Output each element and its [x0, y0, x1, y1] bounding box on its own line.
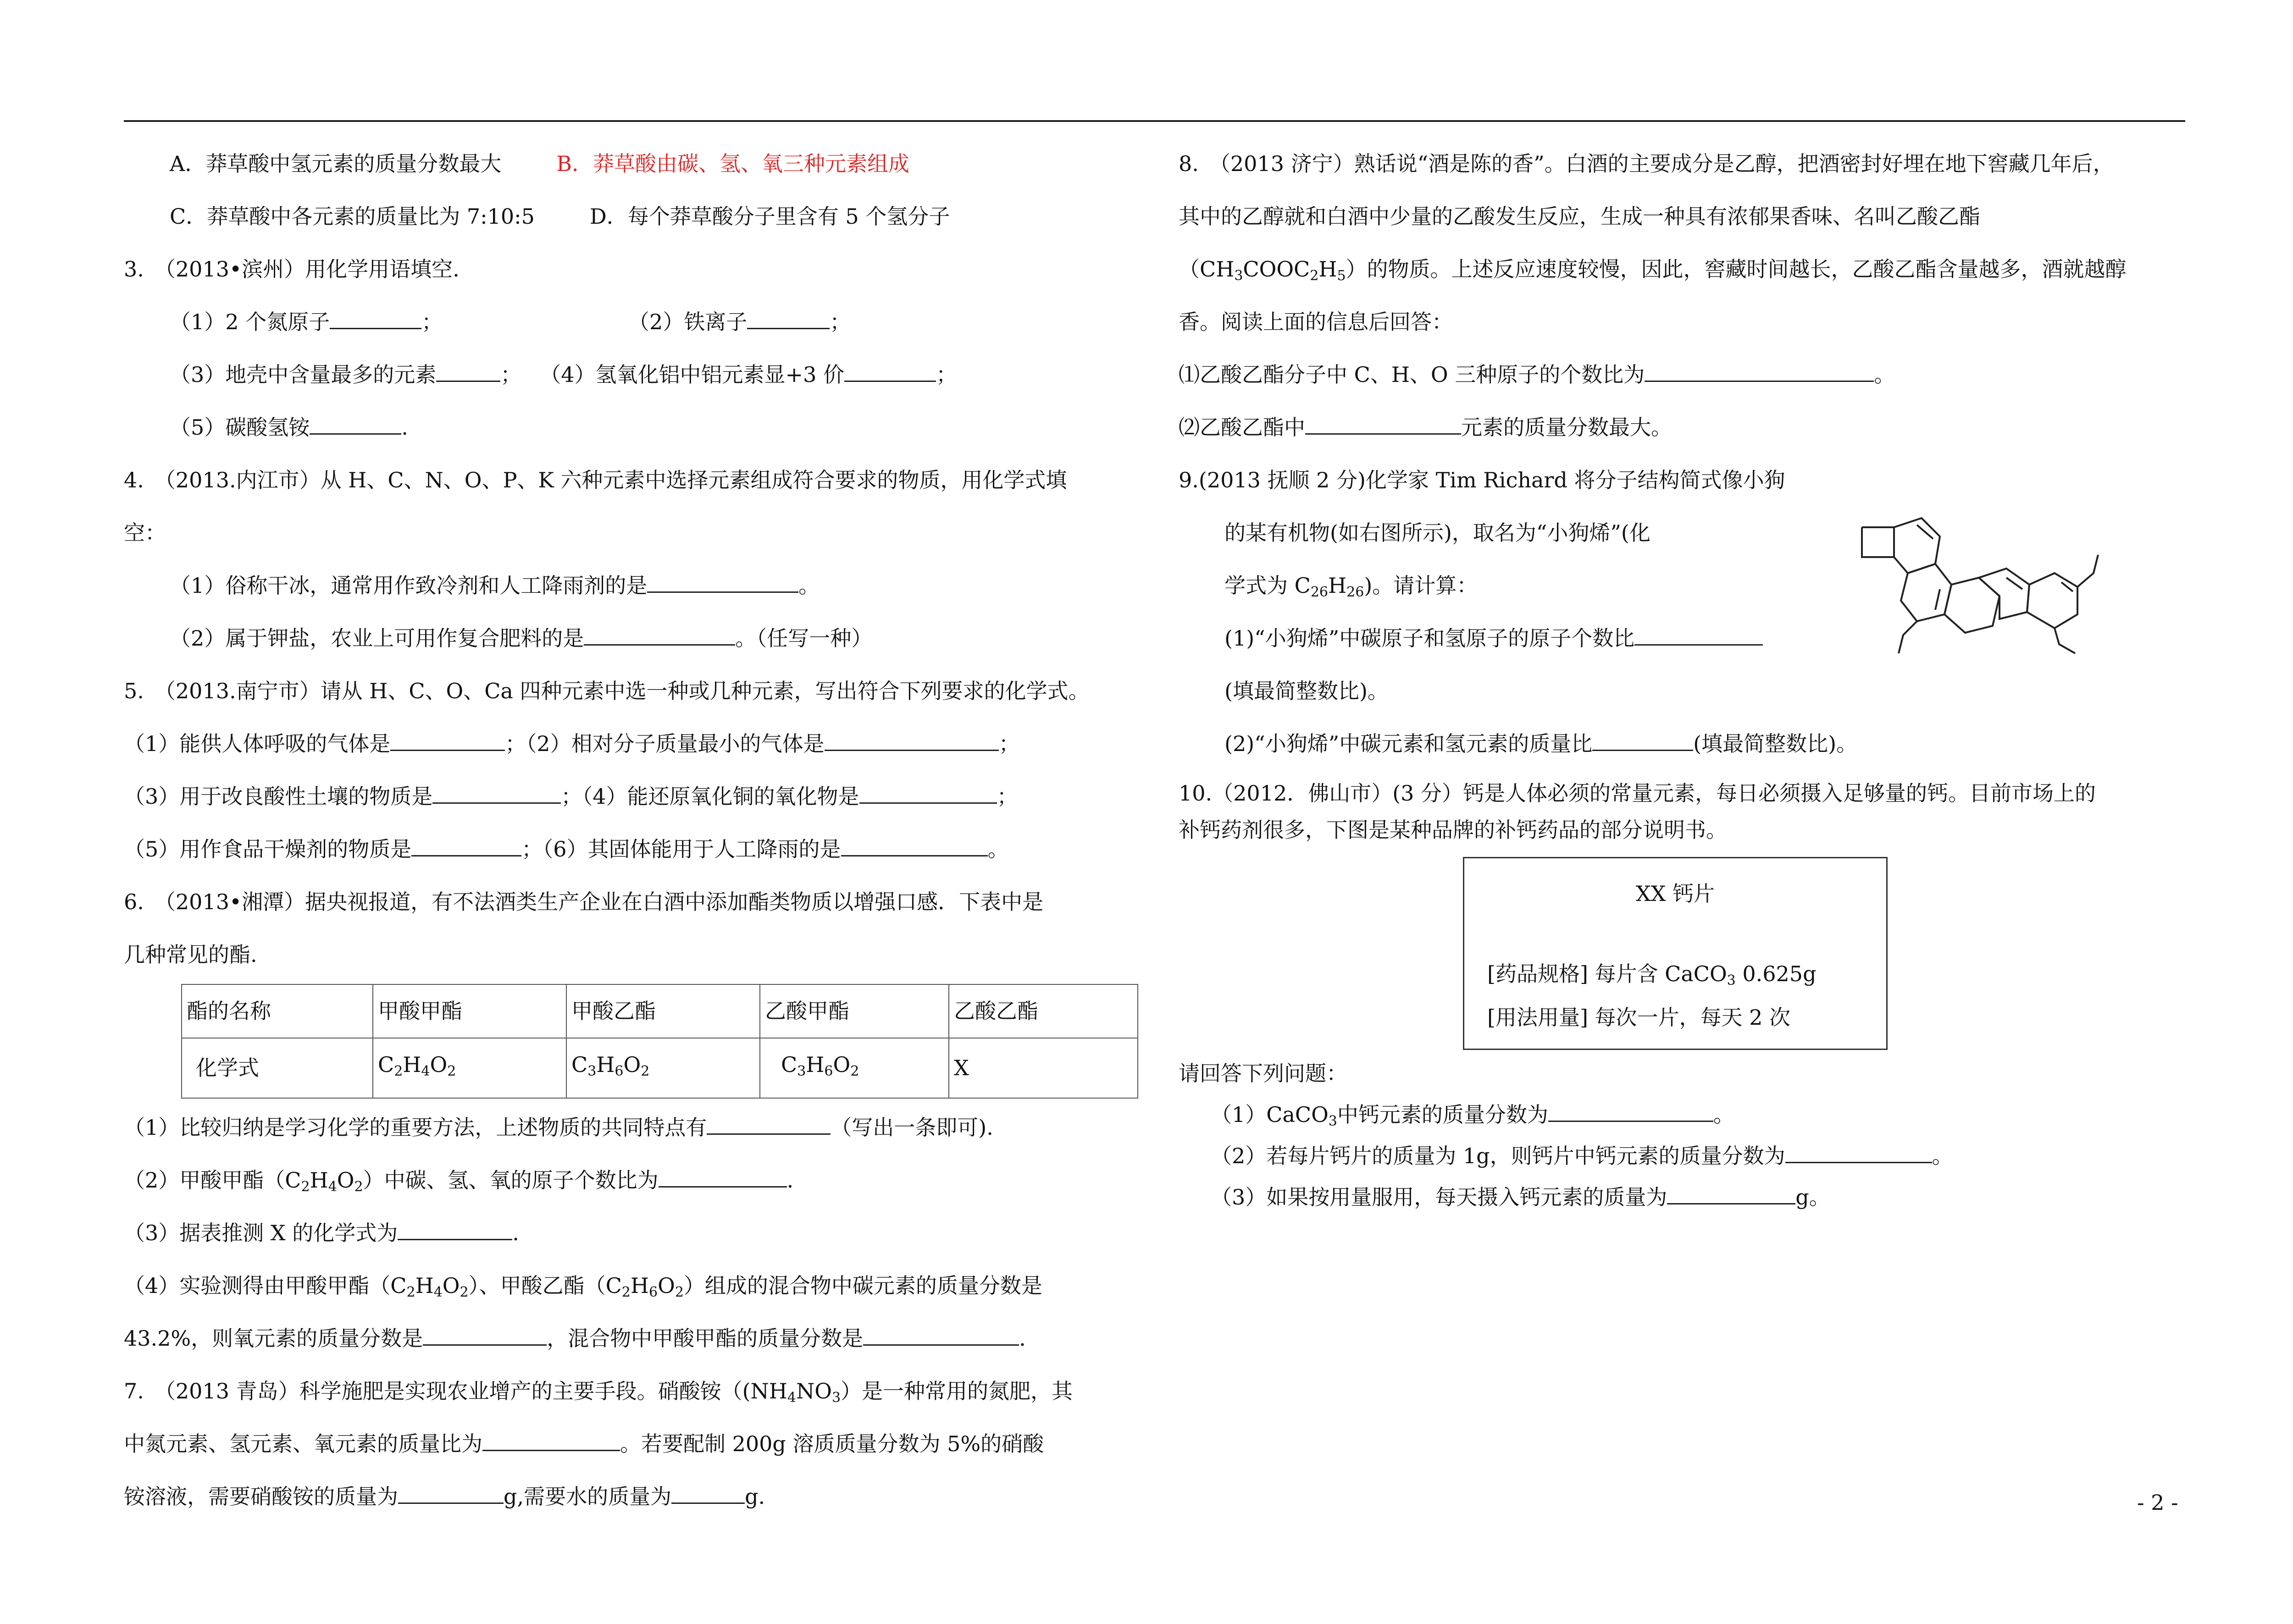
text: g,需要水的质量为	[504, 1484, 672, 1509]
q3-part2: （2）铁离子	[628, 309, 748, 334]
q2-option-c: C．莽草酸中各元素的质量比为 7:10:5	[170, 204, 535, 229]
text: 。若要配制 200g 溶质质量分数为 5%的硝酸	[620, 1431, 1044, 1456]
punct: .	[1019, 1326, 1026, 1351]
text: g.	[745, 1484, 765, 1509]
text: ⑵乙酸乙酯中	[1179, 415, 1305, 440]
answer-blank[interactable]	[330, 309, 421, 329]
text: ）的物质。上述反应速度较慢，因此，窖藏时间越长，乙酸乙酯含量越多，酒就越醇	[1346, 257, 2127, 282]
subscript: 6	[615, 1063, 624, 1079]
answer-blank[interactable]	[707, 1114, 831, 1135]
answer-blank[interactable]	[432, 783, 561, 804]
q5-part5: （5）用作食品干燥剂的物质是	[124, 837, 412, 862]
formula-part: C	[378, 1052, 394, 1077]
punct: 。	[987, 837, 1009, 862]
text: (1)“小狗烯”中碳原子和氢原子的原子个数比	[1224, 626, 1635, 651]
table-cell: 酯的名称	[182, 984, 373, 1038]
q10-part1	[1179, 1094, 2188, 1135]
q8-line3	[1179, 243, 2188, 296]
q9-line2: 的某有机物(如右图所示)，取名为“小狗烯”(化	[1224, 520, 1651, 545]
q10-part3	[1179, 1177, 2188, 1218]
table-cell: 乙酸乙酯	[949, 984, 1138, 1038]
text: （4）实验测得由甲酸甲酯（C	[124, 1273, 407, 1298]
subscript: 2	[394, 1063, 403, 1079]
answer-blank[interactable]	[863, 1325, 1019, 1346]
q2-options-cd	[124, 190, 1151, 243]
q9-line1: 9.(2013 抚顺 2 分)化学家 Tim Richard 将分子结构简式像小狗	[1179, 468, 1785, 492]
q5-row3	[124, 823, 1151, 876]
q3-row3	[124, 401, 1151, 454]
subscript: 2	[460, 1284, 469, 1300]
text: COOC	[1243, 257, 1310, 282]
table-cell	[760, 1038, 949, 1098]
q3-part4: （4）氢氧化铝中铝元素显+3 价	[540, 362, 844, 387]
q4-part2-note: 。（任写一种）	[735, 626, 873, 651]
text: （3）如果按用量服用，每天摄入钙元素的质量为	[1211, 1185, 1667, 1210]
formula-part: O	[833, 1052, 851, 1077]
table-cell: 甲酸乙酯	[566, 984, 760, 1038]
q9-part2	[1179, 718, 2188, 770]
q10-ask: 请回答下列问题：	[1179, 1061, 1347, 1086]
q4-part1-text: （1）俗称干冰，通常用作致冷剂和人工降雨剂的是	[170, 573, 648, 598]
answer-blank[interactable]	[436, 361, 500, 382]
medicine-label-box	[1463, 857, 1888, 1050]
q8-line1: 8. （2013 济宁）熟话说“酒是陈的香”。白酒的主要成分是乙醇，把酒密封好埋在地下窖藏几年后，	[1179, 151, 2114, 176]
answer-blank[interactable]	[671, 1483, 745, 1504]
q7-line2	[124, 1418, 1151, 1470]
q4-part2-text: （2）属于钾盐，农业上可用作复合肥料的是	[170, 626, 584, 651]
punct: ；	[997, 784, 1018, 809]
answer-blank[interactable]	[1548, 1101, 1713, 1122]
answer-blank[interactable]	[310, 414, 401, 435]
subscript: 2	[641, 1063, 650, 1079]
q6-part3	[124, 1207, 1151, 1259]
punct: ；	[998, 731, 1020, 756]
q3-row2	[124, 348, 1151, 401]
answer-blank[interactable]	[825, 730, 999, 751]
text: 43.2%，则氧元素的质量分数是	[124, 1326, 423, 1351]
punct: .	[786, 1168, 794, 1193]
text: （2）若每片钙片的质量为 1g，则钙片中钙元素的质量分数为	[1211, 1143, 1785, 1168]
q5-part1: （1）能供人体呼吸的气体是	[124, 731, 391, 756]
medicine-dosage: [用法用量] 每次一片，每天 2 次	[1487, 1005, 1791, 1030]
subscript: 4	[328, 1179, 337, 1195]
formula-part: H	[403, 1052, 421, 1077]
subscript: 2	[301, 1179, 310, 1195]
formula-part: H	[806, 1052, 825, 1077]
subscript: 5	[1337, 268, 1346, 284]
q8-part1	[1179, 348, 2188, 401]
punct: .	[512, 1221, 519, 1245]
answer-blank[interactable]	[747, 309, 830, 329]
text: H	[415, 1273, 434, 1298]
text: O	[442, 1273, 460, 1298]
text: 学式为 C	[1224, 573, 1311, 598]
q5-part3: （3）用于改良酸性土壤的物质是	[124, 784, 433, 809]
answer-blank[interactable]	[659, 1167, 787, 1188]
text: ）、甲酸乙酯（C	[468, 1273, 622, 1298]
q3-part1: （1）2 个氮原子	[170, 309, 330, 334]
text: （2）甲酸甲酯（C	[124, 1168, 301, 1193]
q2-option-b: B．莽草酸由碳、氢、氧三种元素组成	[556, 151, 910, 176]
q6-stem2: 几种常见的酯.	[124, 942, 257, 967]
right-column	[1179, 138, 2188, 1218]
answer-blank[interactable]	[1305, 414, 1461, 435]
q8-part2	[1179, 401, 2188, 454]
subscript: 6	[649, 1284, 658, 1300]
left-column	[124, 138, 1151, 1523]
q6-stem1: 6. （2013•湘潭）据央视报道，有不法酒类生产企业在白酒中添加酯类物质以增强口感．下表中是	[124, 889, 1044, 914]
q5-part4: ；（4）能还原氧化铜的氧化物是	[561, 784, 859, 809]
header-rule	[124, 120, 2185, 122]
text: （1）CaCO	[1211, 1102, 1329, 1127]
answer-blank[interactable]	[398, 1220, 512, 1240]
q7-line3	[124, 1470, 1151, 1523]
q6-part1-note: （写出一条即可).	[831, 1115, 993, 1140]
punct: 。	[1713, 1102, 1734, 1127]
punct: 。	[1932, 1143, 1953, 1168]
subscript: 3	[797, 1063, 806, 1079]
q3-row1	[124, 296, 1151, 348]
q3-part5: （5）碳酸氢铵	[170, 415, 310, 440]
subscript: 4	[433, 1284, 443, 1300]
subscript: 2	[675, 1284, 684, 1300]
answer-blank[interactable]	[844, 361, 936, 382]
answer-blank[interactable]	[1634, 625, 1763, 646]
subscript: 3	[831, 1390, 841, 1406]
table-cell: 乙酸甲酯	[760, 984, 949, 1038]
q5-stem: 5. （2013.南宁市）请从 H、C、O、Ca 四种元素中选一种或几种元素，写出符合下列要求的化学式。	[124, 679, 1090, 703]
text: O	[337, 1168, 354, 1193]
subscript: 4	[421, 1063, 430, 1079]
subscript: 3	[1727, 972, 1736, 989]
text: ）是一种常用的氮肥，其	[841, 1379, 1073, 1403]
q10-questions	[1179, 1053, 2188, 1218]
answer-blank[interactable]	[1645, 361, 1874, 382]
subscript: 6	[824, 1063, 833, 1079]
table-cell	[373, 1038, 566, 1098]
page-number: - 2 -	[2137, 1490, 2178, 1515]
formula-part: H	[596, 1052, 615, 1077]
puppy-molecule-diagram	[1848, 504, 2100, 656]
text: （3）据表推测 X 的化学式为	[124, 1221, 398, 1245]
q2-options-ab	[124, 138, 1151, 190]
subscript: 4	[787, 1390, 796, 1406]
text: ）中碳、氢、氧的原子个数比为	[363, 1168, 659, 1193]
q4-stem1: 4. （2013.内江市）从 H、C、N、O、P、K 六种元素中选择元素组成符合要求的物质，用化学式填	[124, 468, 1067, 492]
formula-part: O	[430, 1052, 448, 1077]
answer-blank[interactable]	[584, 625, 735, 646]
subscript: 2	[850, 1063, 859, 1079]
table-cell: 甲酸甲酯	[373, 984, 566, 1038]
punct: ；	[830, 309, 851, 334]
text: 0.625g	[1735, 961, 1817, 986]
answer-blank[interactable]	[411, 836, 521, 856]
subscript: 2	[621, 1284, 631, 1300]
formula-part: O	[623, 1052, 641, 1077]
q10-line2: 补钙药剂很多，下图是某种品牌的补钙药品的部分说明书。	[1179, 818, 1727, 842]
q9-part1-note: (填最简整数比)。	[1224, 679, 1389, 703]
text: H	[630, 1273, 649, 1298]
punct: 。	[798, 573, 820, 598]
subscript: 2	[354, 1179, 363, 1195]
answer-blank[interactable]	[1592, 730, 1693, 751]
q5-part6: ；（6）其固体能用于人工降雨的是	[521, 837, 841, 862]
answer-blank[interactable]	[398, 1483, 504, 1504]
q5-row1	[124, 718, 1151, 770]
text: ⑴乙酸乙酯分子中 C、H、O 三种原子的个数比为	[1179, 362, 1645, 387]
q10-line1: 10.（2012．佛山市）(3 分）钙是人体必须的常量元素，每日必须摄入足够量的钙。目前市场上的	[1179, 781, 2096, 806]
subscript: 26	[1310, 584, 1329, 600]
subscript: 26	[1346, 584, 1364, 600]
table-cell	[566, 1038, 760, 1098]
molecule-bonds	[1862, 518, 2098, 653]
q10-part2	[1179, 1135, 2188, 1177]
answer-blank[interactable]	[1785, 1143, 1932, 1163]
q6-part4-cont	[124, 1312, 1151, 1365]
punct: 。	[1874, 362, 1895, 387]
formula-part: C	[781, 1052, 798, 1077]
answer-blank[interactable]	[1667, 1184, 1795, 1204]
text: H	[1318, 257, 1337, 282]
text: NO	[796, 1379, 832, 1403]
text: (填最简整数比)。	[1693, 731, 1858, 756]
ester-table	[181, 984, 1138, 1099]
q6-part4	[124, 1259, 1151, 1312]
q8-line2: 其中的乙醇就和白酒中少量的乙酸发生反应，生成一种具有浓郁果香味、名叫乙酸乙酯	[1179, 204, 1980, 229]
q6-part1-text: （1）比较归纳是学习化学的重要方法，上述物质的共同特点有	[124, 1115, 707, 1140]
text: 铵溶液，需要硝酸铵的质量为	[124, 1484, 398, 1509]
text: (2)“小狗烯”中碳元素和氢元素的质量比	[1224, 731, 1593, 756]
q6-part2	[124, 1154, 1151, 1207]
text: H	[310, 1168, 328, 1193]
q4-part1	[124, 559, 1151, 612]
q3-stem: 3. （2013•滨州）用化学用语填空.	[124, 257, 460, 282]
text: 中氮元素、氢元素、氧元素的质量比为	[124, 1431, 482, 1456]
q4-stem2: 空：	[124, 520, 166, 545]
q2-option-d: D．每个莽草酸分子里含有 5 个氢分子	[589, 204, 950, 229]
text: H	[1328, 573, 1347, 598]
answer-blank[interactable]	[841, 836, 988, 856]
q6-part1	[124, 1101, 1151, 1154]
text: O	[658, 1273, 675, 1298]
punct: ；	[936, 362, 957, 387]
formula-part: C	[571, 1052, 588, 1077]
text: 中钙元素的质量分数为	[1337, 1102, 1548, 1127]
subscript: 2	[406, 1284, 415, 1300]
text: 7. （2013 青岛）科学施肥是实现农业增产的主要手段。硝酸铵（(NH	[124, 1379, 787, 1403]
text: ）组成的混合物中碳元素的质量分数是	[683, 1273, 1042, 1298]
q8-line4: 香。阅读上面的信息后回答：	[1179, 309, 1453, 334]
answer-blank[interactable]	[390, 730, 505, 751]
q2-option-a: A．莽草酸中氢元素的质量分数最大	[170, 151, 502, 176]
punct: .	[401, 415, 408, 440]
q5-part2: ；（2）相对分子质量最小的气体是	[505, 731, 825, 756]
answer-blank[interactable]	[859, 783, 997, 804]
text: （CH	[1179, 257, 1235, 282]
table-row	[182, 984, 1138, 1038]
answer-blank[interactable]	[482, 1431, 620, 1451]
text: ，混合物中甲酸甲酯的质量分数是	[547, 1326, 864, 1351]
text: [药品规格] 每片含 CaCO	[1487, 961, 1727, 986]
answer-blank[interactable]	[647, 572, 798, 593]
table-cell: 化学式	[182, 1038, 373, 1098]
q3-part3: （3）地壳中含量最多的元素	[170, 362, 437, 387]
table-row	[182, 1038, 1138, 1098]
q5-row2	[124, 770, 1151, 823]
q7-line1	[124, 1365, 1151, 1418]
punct: ；	[500, 362, 522, 387]
subscript: 2	[447, 1063, 456, 1079]
text: )。请计算：	[1364, 573, 1478, 598]
text: g。	[1795, 1185, 1830, 1210]
answer-blank[interactable]	[423, 1325, 547, 1346]
text: 元素的质量分数最大。	[1461, 415, 1672, 440]
subscript: 3	[587, 1063, 597, 1079]
q4-part2	[124, 612, 1151, 665]
subscript: 3	[1328, 1113, 1337, 1129]
punct: ；	[421, 309, 443, 334]
subscript: 2	[1310, 268, 1319, 284]
subscript: 3	[1234, 268, 1243, 284]
medicine-title: XX 钙片	[1635, 881, 1715, 906]
table-cell: X	[949, 1038, 1138, 1098]
